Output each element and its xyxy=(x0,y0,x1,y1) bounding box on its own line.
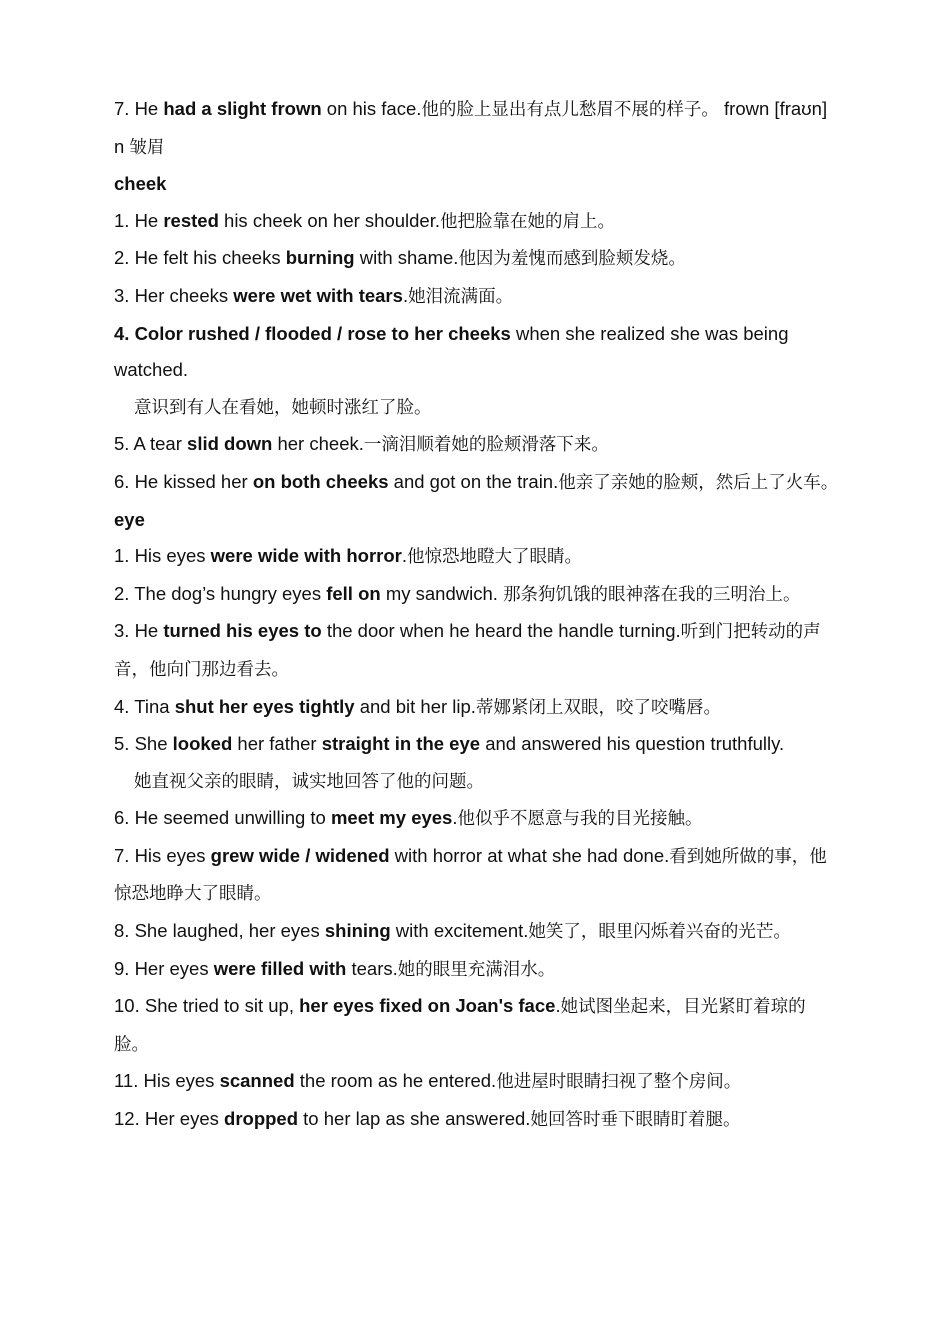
key-phrase: shining xyxy=(324,920,391,942)
chinese-text: 他似乎不愿意与我的目光接触。 xyxy=(457,809,703,830)
sentence-text: . xyxy=(555,995,561,1017)
sentence-text: 12. Her eyes xyxy=(114,1108,225,1130)
example-sentence xyxy=(114,240,840,278)
key-phrase: had a slight frown xyxy=(163,98,322,119)
chinese-text: 她试图坐起来，目光紧盯着琼的脸。 xyxy=(114,997,806,1055)
chinese-text: 那条狗饥饿的眼神落在我的三明治上。 xyxy=(503,584,801,605)
sentence-text: and answered his question truthfully. xyxy=(480,733,785,755)
example-sentence xyxy=(114,464,840,502)
sentence-text: . xyxy=(401,545,407,567)
key-phrase: turned his eyes to xyxy=(163,620,322,642)
example-sentence xyxy=(114,838,840,913)
key-phrase: on both cheeks xyxy=(252,470,389,492)
example-sentence xyxy=(114,316,840,389)
chinese-text: 他亲了亲她的脸颊，然后上了火车。 xyxy=(558,472,839,493)
sentence-text: with shame. xyxy=(354,247,459,269)
example-sentence xyxy=(114,800,840,838)
sentence-text: her father xyxy=(232,733,322,755)
example-sentence xyxy=(114,278,840,316)
sentence-text: 7. He xyxy=(114,98,164,119)
sentence-text: my sandwich. xyxy=(380,582,504,604)
section-heading xyxy=(114,166,840,203)
key-phrase: fell on xyxy=(326,582,381,604)
key-phrase: rested xyxy=(163,209,219,231)
sentence-text: with excitement. xyxy=(390,920,529,942)
chinese-text: 蒂娜紧闭上双眼，咬了咬嘴唇。 xyxy=(475,697,721,718)
example-sentence xyxy=(114,1063,840,1101)
sentence-text: her cheek. xyxy=(272,433,364,455)
sentence-text: . xyxy=(402,284,409,306)
sentence-text: 10. She tried to sit up, xyxy=(114,995,300,1017)
sentence-text: 6. He kissed her xyxy=(114,470,253,492)
sentence-text: 1. He xyxy=(114,209,164,231)
key-phrase: burning xyxy=(285,247,355,269)
example-sentence xyxy=(114,576,840,614)
chinese-text: 她的眼里充满泪水。 xyxy=(397,959,556,980)
key-phrase: 4. Color rushed / flooded / rose to her cheeks xyxy=(114,322,511,344)
sentence-text: on his face. xyxy=(321,98,422,119)
key-phrase: her eyes fixed on Joan's face xyxy=(299,995,556,1017)
key-phrase: were wide with horror xyxy=(210,545,402,567)
sentence-text: when she realized she was being watched. xyxy=(114,322,789,381)
sentence-text: 7. His eyes xyxy=(114,844,211,866)
example-sentence xyxy=(114,1101,840,1139)
sentence-text: 3. He xyxy=(114,620,164,642)
chinese-text: 她直视父亲的眼睛，诚实地回答了他的问题。 xyxy=(134,771,484,792)
sentence-text: frown [fraʊn] n xyxy=(114,98,828,157)
chinese-text: 看到她所做的事，他惊恐地睁大了眼睛。 xyxy=(114,846,827,905)
example-sentence xyxy=(114,988,840,1063)
sentence-text: the door when he heard the handle turning. xyxy=(321,620,681,642)
chinese-text: 他惊恐地瞪大了眼睛。 xyxy=(407,547,582,568)
chinese-text: 她回答时垂下眼睛盯着腿。 xyxy=(530,1110,741,1131)
key-phrase: straight in the eye xyxy=(321,733,481,755)
sentence-text: 2. The dog’s hungry eyes xyxy=(114,582,327,604)
chinese-text: 她笑了，眼里闪烁着兴奋的光芒。 xyxy=(528,922,791,943)
sentence-text: 2. He felt his cheeks xyxy=(114,247,286,269)
key-phrase: were filled with xyxy=(213,957,347,979)
sentence-text: 4. Tina xyxy=(114,695,175,717)
sentence-text: . xyxy=(452,807,458,829)
example-sentence xyxy=(114,91,840,166)
sentence-text: 9. Her eyes xyxy=(114,957,214,979)
chinese-text: 她泪流满面。 xyxy=(408,286,514,307)
chinese-text: 他因为羞愧而感到脸颊发烧。 xyxy=(458,249,686,270)
sentence-text: with horror at what she had done. xyxy=(389,844,670,866)
example-sentence xyxy=(114,426,840,464)
sentence-text: 5. She xyxy=(114,733,173,755)
example-sentence xyxy=(114,689,840,727)
section-heading xyxy=(114,502,840,539)
sentence-text: 3. Her cheeks xyxy=(114,284,234,306)
key-phrase: shut her eyes tightly xyxy=(174,695,355,717)
sentence-text: the room as he entered. xyxy=(294,1070,497,1092)
chinese-text: 听到门把转动的声音，他向门那边看去。 xyxy=(114,622,821,680)
example-sentence xyxy=(114,203,840,241)
chinese-text: 他的脸上显出有点儿愁眉不展的样子。 xyxy=(421,100,719,120)
sentence-text: and bit her lip. xyxy=(354,695,476,717)
sentence-text: 5. A tear xyxy=(114,433,188,455)
key-phrase: meet my eyes xyxy=(330,807,453,829)
sentence-text: and got on the train. xyxy=(388,470,559,492)
sentence-text: to her lap as she answered. xyxy=(298,1108,531,1130)
key-phrase: cheek xyxy=(114,173,167,195)
chinese-text: 一滴泪顺着她的脸颊滑落下来。 xyxy=(363,435,609,456)
chinese-text: 意识到有人在看她，她顿时涨红了脸。 xyxy=(134,397,432,418)
sentence-text: 11. His eyes xyxy=(114,1070,220,1092)
sentence-text: tears. xyxy=(346,957,398,979)
key-phrase: scanned xyxy=(219,1070,295,1092)
chinese-text: 他进屋时眼睛扫视了整个房间。 xyxy=(496,1072,742,1093)
chinese-text: 皱眉 xyxy=(129,137,165,158)
translation-line xyxy=(114,389,840,427)
example-sentence xyxy=(114,613,840,688)
example-sentence xyxy=(114,726,840,763)
example-sentence xyxy=(114,951,840,989)
key-phrase: dropped xyxy=(224,1108,299,1130)
key-phrase: grew wide / widened xyxy=(210,844,390,866)
sentence-text: 1. His eyes xyxy=(114,545,211,567)
translation-line xyxy=(114,763,840,801)
sentence-text: 8. She laughed, her eyes xyxy=(114,920,325,942)
sentence-text: his cheek on her shoulder. xyxy=(218,209,441,231)
sentence-text: 6. He seemed unwilling to xyxy=(114,807,331,829)
example-sentence xyxy=(114,538,840,576)
key-phrase: eye xyxy=(114,508,145,530)
key-phrase: were wet with tears xyxy=(233,284,403,306)
vocabulary-example-list xyxy=(114,91,840,1139)
key-phrase: slid down xyxy=(187,433,273,455)
example-sentence xyxy=(114,913,840,951)
chinese-text: 他把脸靠在她的肩上。 xyxy=(440,211,616,232)
key-phrase: looked xyxy=(172,733,233,755)
